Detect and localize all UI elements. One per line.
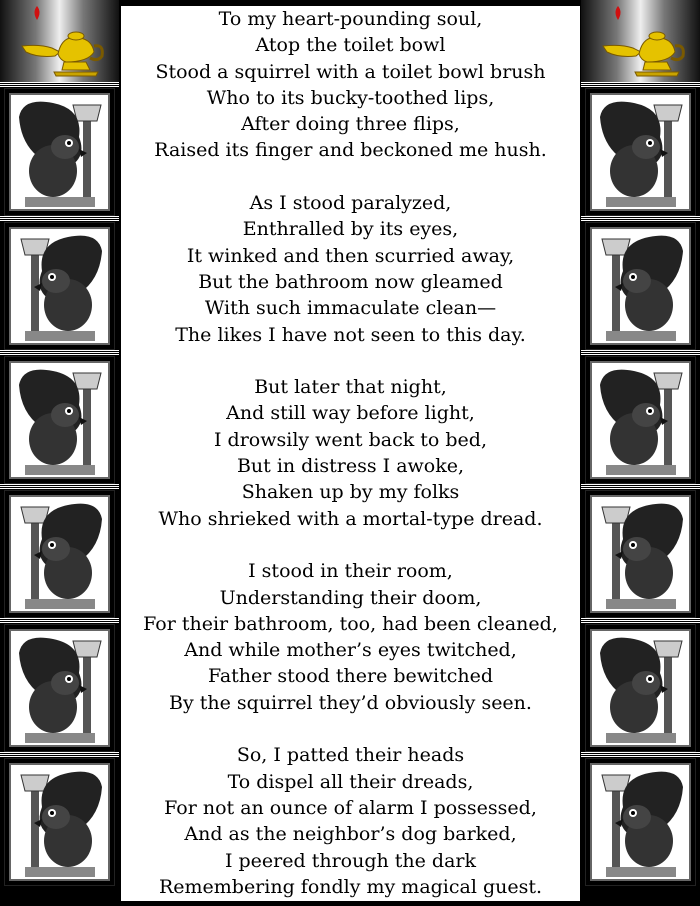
stanza xyxy=(121,190,580,348)
squirrel-with-brush-icon xyxy=(13,231,108,343)
poem-line: I peered through the dark xyxy=(224,849,477,872)
poem-line: I stood in their room, xyxy=(248,560,453,583)
squirrel-tile xyxy=(585,490,696,618)
poem-line: To dispel all their dreads, xyxy=(227,770,474,793)
stanza-gap xyxy=(121,348,580,374)
squirrel-with-brush-icon xyxy=(13,365,108,477)
poem-line: For not an ounce of alarm I possessed, xyxy=(164,796,537,819)
poem-line: Understanding their doom, xyxy=(219,586,482,609)
poem-line: As I stood paralyzed, xyxy=(249,192,452,215)
poem-line: Enthralled by its eyes, xyxy=(242,218,459,241)
poem-line: I drowsily went back to bed, xyxy=(214,428,487,451)
stanza-gap xyxy=(121,164,580,190)
squirrel-with-brush-icon xyxy=(594,767,689,879)
squirrel-with-brush-icon xyxy=(13,499,108,611)
poem-line: By the squirrel they’d obviously seen. xyxy=(169,691,532,714)
squirrel-with-brush-icon xyxy=(13,633,108,745)
poem-line: It winked and then scurried away, xyxy=(186,244,515,267)
right-border-column xyxy=(581,0,700,906)
poem-line: And as the neighbor’s dog barked, xyxy=(184,823,517,846)
squirrel-tile xyxy=(4,758,115,886)
squirrel-with-brush-icon xyxy=(594,97,689,209)
squirrel-tile xyxy=(585,222,696,350)
squirrel-with-brush-icon xyxy=(594,499,689,611)
squirrel-with-brush-icon xyxy=(594,365,689,477)
stanza-gap xyxy=(121,532,580,558)
poem-line: For their bathroom, too, had been cleaned, xyxy=(143,612,558,635)
poem-line: And still way before light, xyxy=(226,402,475,425)
poem-line: But later that night, xyxy=(254,376,447,399)
squirrel-tile xyxy=(585,356,696,484)
poem-line: With such immaculate clean— xyxy=(204,297,497,320)
stanza xyxy=(121,558,580,716)
squirrel-tile xyxy=(4,490,115,618)
poem-line: Who shrieked with a mortal-type dread. xyxy=(158,507,543,530)
poem-line: But the bathroom now gleamed xyxy=(198,270,503,293)
poem-line: So, I patted their heads xyxy=(236,744,465,767)
poem-line: Who to its bucky-toothed lips, xyxy=(206,86,495,109)
poem-line: And while mother’s eyes twitched, xyxy=(184,639,517,662)
squirrel-with-brush-icon xyxy=(594,231,689,343)
squirrel-tile xyxy=(585,758,696,886)
squirrel-tile xyxy=(585,624,696,752)
poem-panel xyxy=(121,6,580,901)
lamp-panel-left xyxy=(0,0,119,82)
poem-line: But in distress I awoke, xyxy=(236,455,465,478)
stanza xyxy=(121,6,580,164)
squirrel-with-brush-icon xyxy=(13,97,108,209)
squirrel-with-brush-icon xyxy=(594,633,689,745)
squirrel-tile xyxy=(4,88,115,216)
squirrel-tile xyxy=(585,88,696,216)
poem-line: After doing three flips, xyxy=(241,113,460,136)
magic-lamp-icon xyxy=(0,0,119,82)
poem-line: Stood a squirrel with a toilet bowl brush xyxy=(155,60,546,83)
squirrel-tile xyxy=(4,624,115,752)
poem-line: Raised its finger and beckoned me hush. xyxy=(154,139,547,162)
stanza xyxy=(121,374,580,532)
squirrel-with-brush-icon xyxy=(13,767,108,879)
magic-lamp-icon xyxy=(581,0,700,82)
poem-line: Father stood there bewitched xyxy=(207,665,494,688)
poem-line: To my heart-pounding soul, xyxy=(218,8,483,30)
poem-line: Shaken up by my folks xyxy=(241,481,460,504)
lamp-panel-right xyxy=(581,0,700,82)
stanza-gap xyxy=(121,716,580,742)
poem-line: Remembering fondly my magical guest. xyxy=(158,875,543,898)
squirrel-tile xyxy=(4,222,115,350)
poem-line: Atop the toilet bowl xyxy=(255,34,446,57)
stanza xyxy=(121,742,580,900)
left-border-column xyxy=(0,0,119,906)
poem-line: The likes I have not seen to this day. xyxy=(175,323,526,346)
squirrel-tile xyxy=(4,356,115,484)
